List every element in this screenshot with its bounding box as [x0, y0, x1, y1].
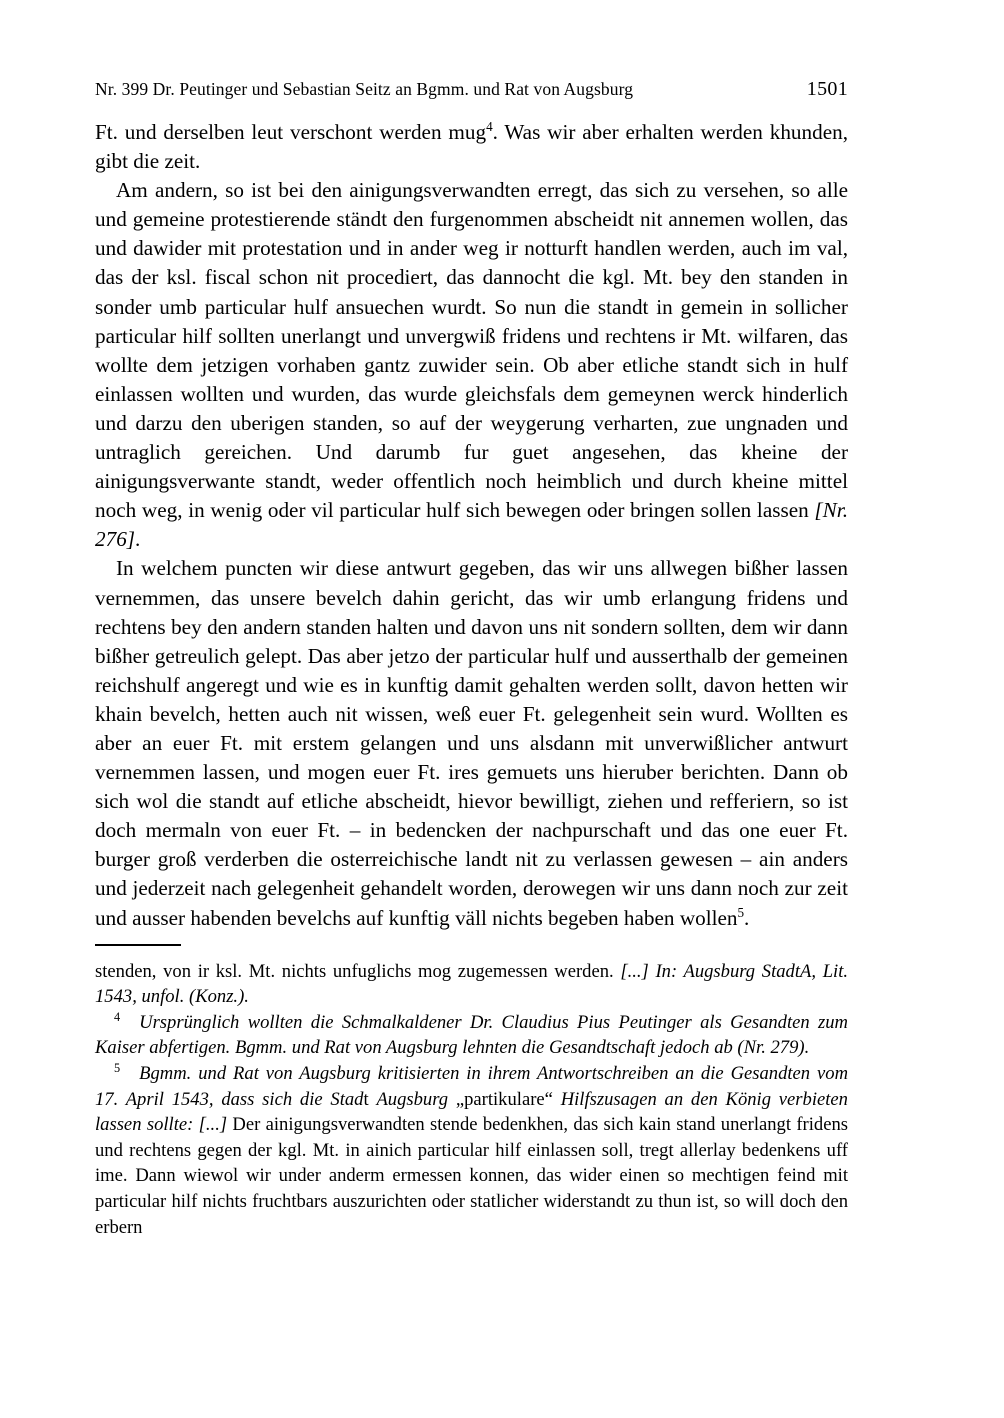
- footnote-text: [95, 1009, 848, 1059]
- running-head: [95, 78, 848, 101]
- text-run: In welchem puncten wir diese antwurt gegeben, das wir uns allwegen bißher lassen vernemmen, das unsere bevelch dahin gericht, das wir umb erlangung fridens und rechtens bey den andern standen halten und davon uns nit sondern sollten, dem wir dann bißher getreulich gelept. Das aber jetzo der particular hulf und ausserthalb der gemeinen reichshulf angeregt und wie es in kunftig damit gehalten werden sollt, davon hetten wir khain bevelch, hetten auch nit wissen, weß euer Ft. gelegenheit sein wurd. Wollten es aber an euer Ft. mit erstem gelangen und uns alsdann mit unverwißlicher antwurt vernemmen lassen, und mogen euer Ft. ires gemuets uns hieruber berichten. Dann ob sich wol die standt auf etliche abscheidt, hievor bewilligt, ziehen und refferiern, so ist doch mermaln von euer Ft. – in bedencken der nachpurschaft und das one euer Ft. burger groß verderben die osterreichische landt nit zu verlassen gewesen – ain anders und jederzeit nach gelegenheit gehandelt worden, derowegen wir uns dann noch zur zeit und ausser habenden bevelchs auf kunftig väll nichts begeben haben wollen: [95, 556, 848, 930]
- footnote-area: [95, 944, 848, 1240]
- footnote-entry: [95, 959, 848, 1010]
- italic-run: Bgmm. und Rat von Augsburg kritisierten in ihrem Antwortschreiben an die Gesandten vom 17. April 1543, dass sich die Stad: [95, 1062, 848, 1110]
- text-run: „partikulare“: [455, 1088, 561, 1110]
- text-run: Der ainigungsverwandten stende bedenkhen, das sich kain stand unerlangt fridens und rechtens gegen der kgl. Mt. in ainich particular hilf einlassen soll, tregt allerlay bedenkens uff ime. Dann wiewol wir under anderm ermessen konnen, das wider einen so mechtigen feind mit particular hilf nichts fruchtbars auszurichten oder statlicher widerstandt zu thun ist, so will doch den erbern: [95, 1114, 848, 1238]
- italic-run: Hilfszusagen an den König verbieten lassen sollte: [...]: [95, 1088, 848, 1136]
- footnote-reference: 4: [486, 118, 493, 134]
- text-run: Ft. und derselben leut verschont werden mug: [95, 120, 487, 144]
- page-number: 1501: [806, 78, 848, 100]
- footnote-separator-rule: [95, 944, 181, 946]
- footnote-text: [95, 1060, 848, 1238]
- footnote-reference: 5: [737, 904, 745, 920]
- footnote-entry: [95, 1010, 848, 1061]
- italic-run: Ursprünglich wollten die Schmalkaldener Dr. Claudius Pius Peutinger als Gesandten zum Kaiser abfertigen. Bgmm. und Rat von Augsburg lehnten die Gesandtschaft jedoch ab (Nr. 279).: [95, 1011, 848, 1059]
- footnote-number: 4: [114, 1009, 121, 1024]
- footnote-text: [95, 961, 848, 1008]
- body-text: [95, 118, 848, 933]
- text-run: .: [744, 905, 750, 930]
- paragraph: [95, 554, 848, 932]
- footnote-entry: [95, 1061, 848, 1240]
- italic-run: [...] In: Augsburg StadtA, Lit. 1543, unfol. (Konz.).: [95, 960, 849, 1008]
- italic-run: Augsburg: [376, 1088, 456, 1110]
- paragraph: [95, 176, 848, 554]
- paragraph: [95, 118, 848, 176]
- text-run: Am andern, so ist bei den ainigungsverwandten erregt, das sich zu versehen, so alle und gemeine protestierende ständt den furgenommen abscheidt nit annemen wollen, das und dawider mit protestation und in ander weg ir notturft handlen werden, auch im val, das der ksl. fiscal schon nit procediert, das dannocht die kgl. Mt. bey den standen in sonder umb particular hulf ansuechen wurdt. So nun die standt in gemein in sollicher particular hilf sollten unerlangt und unvergwiß fridens und rechtens ir Mt. wilfaren, das wollte dem jetzigen vorhaben gantz zuwider sein. Ob aber etliche standt sich in hulf einlassen wollten und wurden, das wurde gleichsfals dem gemeynen werck hinderlich und darzu den uberigen standen, so auf der weygerung verharten, zue ungnaden und untraglich gereichen. Und darumb fur guet angesehen, das kheine der ainigungsverwante standt, weder offentlich noch heimblich und durch kheine mittel noch weg, in wenig oder vil particular hulf sich bewegen oder bringen sollen lassen: [95, 178, 848, 523]
- text-run: .: [135, 527, 141, 552]
- text-run: t: [363, 1088, 377, 1110]
- italic-run: [Nr. 276]: [95, 498, 848, 552]
- running-head-title: Nr. 399 Dr. Peutinger und Sebastian Seitz an Bgmm. und Rat von Augsburg: [95, 79, 634, 99]
- text-run: . Was wir aber erhalten werden khunden, gibt die zeit.: [95, 120, 848, 174]
- footnote-number: 5: [114, 1060, 121, 1075]
- text-run: stenden, von ir ksl. Mt. nichts unfuglichs mog zugemessen werden.: [95, 960, 621, 982]
